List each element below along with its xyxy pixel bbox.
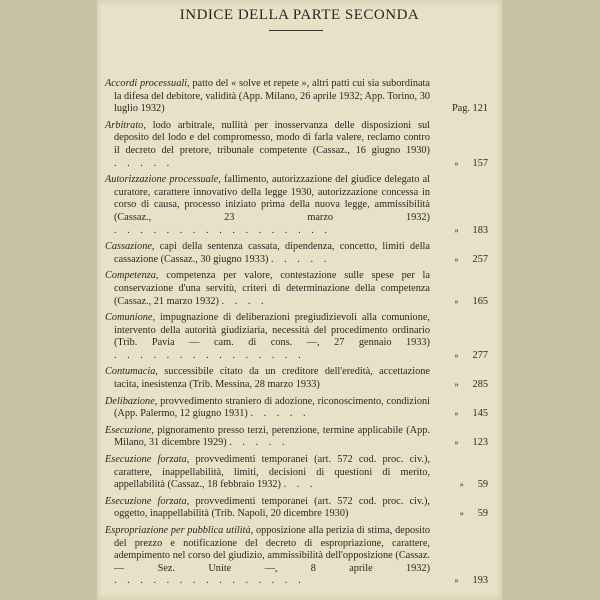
- entry-leader-dots: . . . . . . . . . . . . . . .: [114, 575, 305, 587]
- page-title: INDICE DELLA PARTE SECONDA: [179, 7, 420, 23]
- entry-description: , patto del « solve et repete », altri patti cui sia subordinata la difesa del debitore, validità (App. Milano, 26 aprile 1932; App. Torino, 30 luglio 1932): [114, 78, 430, 115]
- page-number: 257: [472, 253, 488, 265]
- entry-page-ref: [430, 225, 488, 238]
- ditto-mark: »: [454, 380, 459, 390]
- entry-leader-dots: . . .: [283, 479, 317, 491]
- page-number: 285: [472, 379, 488, 391]
- entry-description: , successibile citato da un creditore dell'eredità, accettazione tacita, inesistenza (Trib. Messina, 28 marzo 1933): [114, 366, 430, 391]
- page-number: 183: [472, 224, 488, 236]
- index-entry: [105, 241, 488, 266]
- ditto-mark: »: [454, 296, 459, 306]
- entry-page-ref: [430, 254, 488, 267]
- entry-description: , pignoramento presso terzi, perenzione, termine applicabile (App. Milano, 31 dicembre 1929): [114, 424, 430, 449]
- page-number: 277: [472, 349, 488, 361]
- ditto-mark: »: [454, 576, 459, 586]
- entry-text: [105, 425, 430, 450]
- entry-page-ref: [430, 103, 488, 116]
- entry-heading: Espropriazione per pubblica utilità: [105, 525, 251, 536]
- index-entry: [105, 120, 488, 170]
- entry-heading: Comunione: [105, 312, 153, 324]
- entry-leader-dots: . . . . .: [271, 253, 331, 265]
- page-number: 59: [477, 479, 488, 491]
- entry-text: [105, 120, 430, 170]
- entry-text: [105, 396, 430, 421]
- entry-heading: Esecuzione: [105, 424, 152, 436]
- page-number: 157: [472, 157, 488, 169]
- entry-page-ref: [430, 379, 488, 392]
- entry-text: [105, 174, 430, 237]
- book-page: [97, 0, 502, 600]
- index-entry: [105, 366, 488, 391]
- index-entry: [105, 78, 488, 116]
- ditto-mark: »: [454, 225, 459, 235]
- title-rule: [269, 30, 323, 31]
- entry-leader-dots: . . . . . . . . . . . . . . .: [114, 349, 305, 361]
- entry-page-ref: [430, 508, 488, 521]
- entry-description: , fallimento, autorizzazione del giudice delegato al curatore, carattere innovativo della legge 1930, autorizzazione concessa in corso di causa, processo iniziato prima della nuova legge, ammissibilità (Cassaz., 23 marzo 1932): [114, 174, 430, 223]
- entry-description: , impugnazione di deliberazioni pregiudizievoli alla comunione, intervento della autorità giudiziaria, necessità del procedimento ordinario (Trib. Pavia — cam. di cons. —, 27 gennaio 1933): [114, 312, 430, 349]
- index-entry: [105, 174, 488, 237]
- entry-heading: Delibazione: [105, 395, 155, 407]
- entry-heading: Accordi processuali: [105, 78, 188, 89]
- entry-page-ref: [430, 158, 488, 171]
- ditto-mark: »: [454, 158, 459, 168]
- page-number: 193: [472, 575, 488, 587]
- entry-page-ref: [430, 408, 488, 421]
- entry-text: [105, 78, 430, 116]
- page-number: 165: [472, 295, 488, 307]
- entry-description: , provvedimento straniero di adozione, riconoscimento, condizioni (App. Palermo, 12 giugno 1931): [114, 395, 430, 420]
- entry-leader-dots: . . . . .: [229, 437, 289, 449]
- entry-text: [105, 312, 430, 362]
- entry-description: , competenza per valore, contestazione sulle spese per la conservazione d'una servitù, criteri di determinazione della competenza (Cassaz., 21 marzo 1932): [114, 270, 430, 307]
- entry-heading: Esecuzione forzata: [105, 495, 187, 507]
- entry-text: [105, 241, 430, 266]
- page-number: 145: [472, 408, 488, 420]
- entry-description: , lodo arbitrale, nullità per inosservanza delle disposizioni sul deposito del lodo e del compromesso, modo di farla valere, reclamo contro il decreto del pretore, tribunale competente (Cassaz., 16 giugno 1930): [114, 119, 430, 156]
- entry-heading: Autorizzazione processuale: [105, 174, 219, 186]
- entry-leader-dots: . . . . .: [114, 157, 174, 169]
- entry-description: , opposizione alla perizia di stima, deposito del prezzo e notificazione del decreto di espropriazione, carattere, adempimento nel corso del giudizio, ammissibilità dell'opposizione (Cassaz. — Sez. Unite —, 8 aprile 1932): [114, 525, 430, 574]
- entry-text: [105, 454, 430, 492]
- entry-leader-dots: . . . . .: [250, 408, 310, 420]
- index-entry: [105, 270, 488, 308]
- index-entry: [105, 396, 488, 421]
- entry-heading: Arbitrato: [105, 119, 144, 131]
- entry-heading: Contumacia: [105, 366, 156, 378]
- index-entries: [105, 78, 488, 592]
- entry-text: [105, 270, 430, 308]
- index-entry: [105, 425, 488, 450]
- entry-heading: Competenza: [105, 270, 156, 282]
- entry-leader-dots: . . . .: [221, 295, 268, 307]
- page-number: 123: [472, 437, 488, 449]
- entry-page-ref: [430, 479, 488, 492]
- entry-page-ref: [430, 296, 488, 309]
- entry-description: , capi della sentenza cassata, dipendenza, concetto, limiti della cassazione (Cassaz., 30 giugno 1933): [114, 241, 430, 265]
- entry-page-ref: [430, 575, 488, 588]
- entry-heading: Cassazione: [105, 241, 152, 253]
- ditto-mark: »: [454, 254, 459, 264]
- index-entry: [105, 454, 488, 492]
- entry-description: , provvedimenti temporanei (art. 572 cod. proc. civ.), oggetto, inappellabilità (Trib. Napoli, 20 dicembre 1930): [114, 495, 430, 520]
- entry-description: , provvedimenti temporanei (art. 572 cod. proc. civ.), carattere, inappellabilità, limiti, decisioni di questioni di merito, appellabilità (Cassaz., 18 febbraio 1932): [114, 454, 430, 491]
- entry-leader-dots: . . . . . . . . . . . . . . . . .: [114, 224, 331, 236]
- ditto-mark: »: [454, 409, 459, 419]
- ditto-mark: »: [454, 350, 459, 360]
- page-number: 59: [477, 508, 488, 520]
- entry-text: [105, 525, 430, 588]
- entry-text: [105, 496, 430, 521]
- ditto-mark: »: [459, 509, 464, 519]
- page-number: Pag. 121: [451, 103, 488, 115]
- entry-heading: Esecuzione forzata: [105, 454, 187, 466]
- index-entry: [105, 312, 488, 362]
- index-entry: [105, 525, 488, 588]
- entry-text: [105, 366, 430, 391]
- entry-page-ref: [430, 437, 488, 450]
- ditto-mark: »: [459, 480, 464, 490]
- entry-page-ref: [430, 350, 488, 363]
- ditto-mark: »: [454, 438, 459, 448]
- index-entry: [105, 496, 488, 521]
